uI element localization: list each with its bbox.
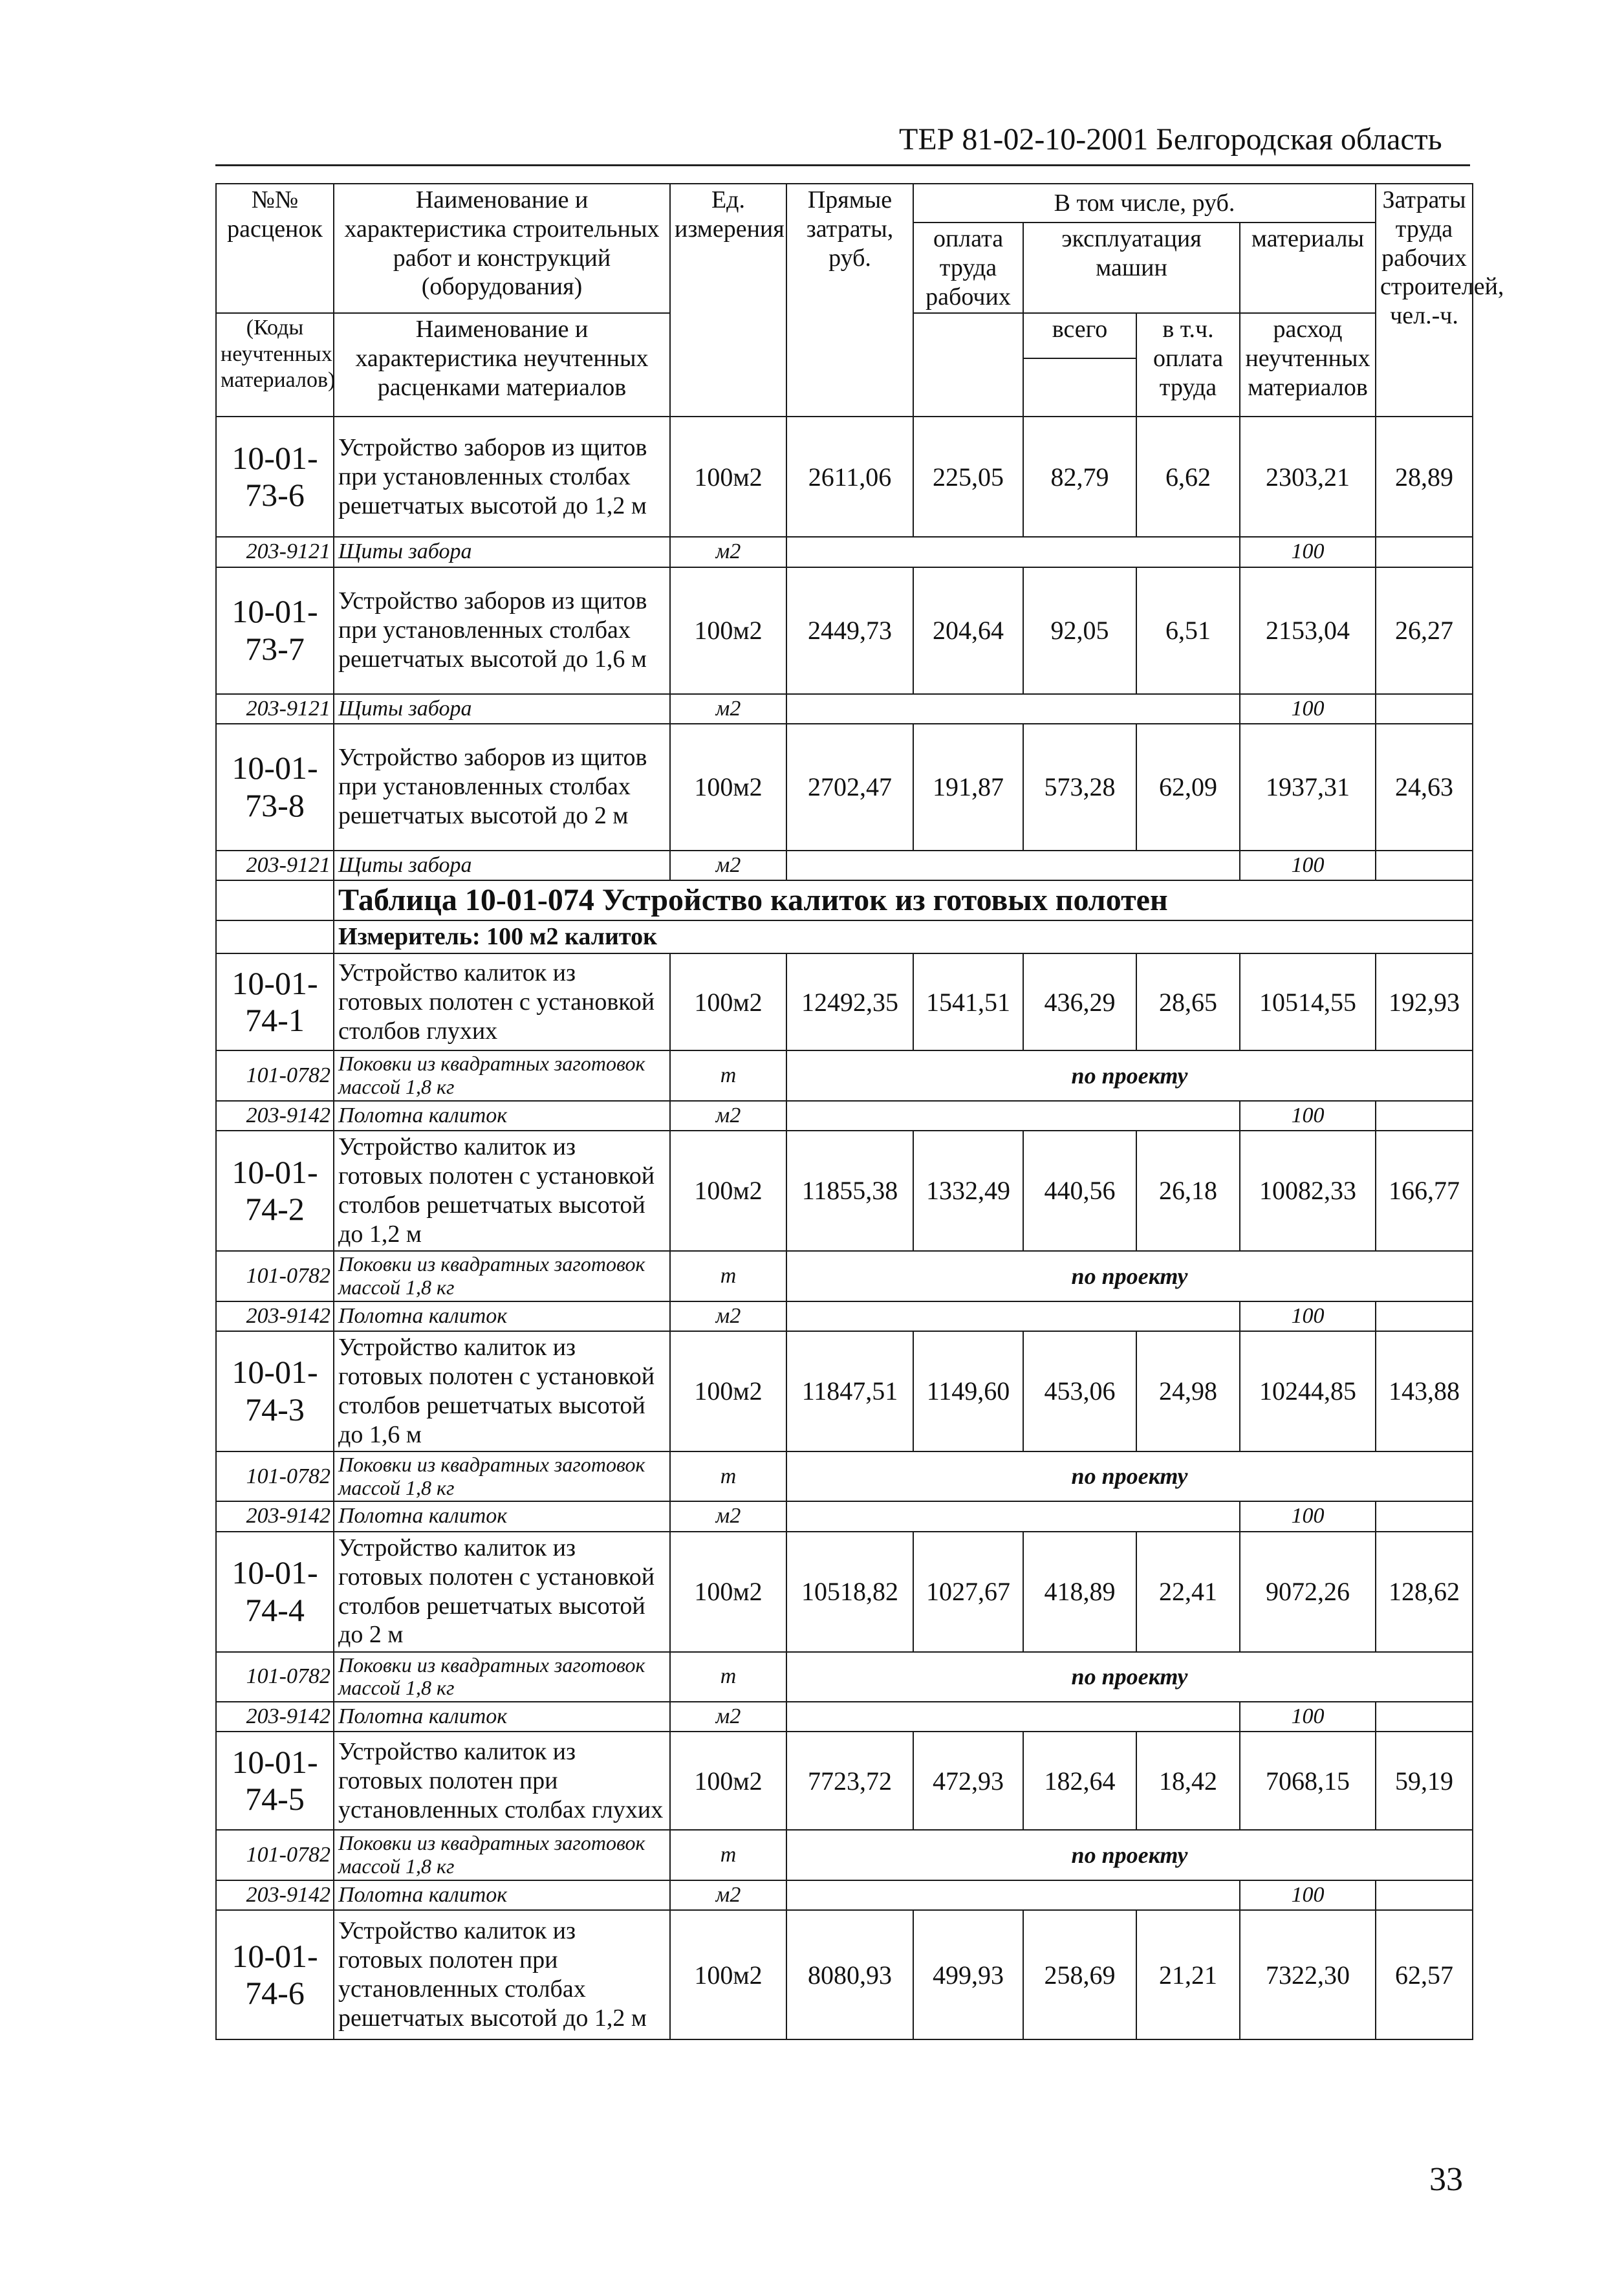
col-header-labor-pay: оплата труда рабочих [913,223,1023,313]
unit: 100м2 [670,724,786,851]
rate-code: 10-01-74-4 [216,1532,334,1652]
col-header-including: В том числе, руб. [913,184,1376,223]
material-qty: по проекту [786,1050,1473,1101]
labor-cost: 166,77 [1376,1131,1473,1251]
unit: 100м2 [670,1131,786,1251]
material-unit: т [670,1830,786,1880]
table-row [216,1251,1473,1301]
work-name: Устройство калиток из готовых полотен с установкой столбов решетчатых высотой до 2 м [334,1532,670,1652]
col-header-direct: Прямые затраты, руб. [786,184,913,417]
direct-cost: 11855,38 [786,1131,913,1251]
table-row [216,1331,1473,1451]
material-name: Полотна калиток [334,1301,670,1331]
material-qty: 100 [1240,694,1376,724]
rate-code: 10-01-74-5 [216,1732,334,1830]
direct-cost: 2611,06 [786,417,913,537]
empty-cell [786,694,1240,724]
table-row [216,1101,1473,1131]
material-unit: т [670,1050,786,1101]
work-name: Устройство калиток из готовых полотен с установкой столбов глухих [334,953,670,1050]
material-unit: т [670,1251,786,1301]
material-code: 203-9142 [216,1301,334,1331]
col-header-machines-total-cont [1023,358,1136,417]
material-unit: т [670,1451,786,1502]
material-unit: м2 [670,694,786,724]
machines-pay: 26,18 [1136,1131,1240,1251]
empty-cell [216,920,334,953]
materials-cost: 10082,33 [1240,1131,1376,1251]
col-header-name: Наименование и характеристика строительных работ и конструкций (оборудования) [334,184,670,313]
machines-pay: 21,21 [1136,1910,1240,2039]
work-name: Устройство заборов из щитов при установленных столбах решетчатых высотой до 1,2 м [334,417,670,537]
material-code: 203-9142 [216,1101,334,1131]
table-row [216,1910,1473,2039]
material-code: 203-9121 [216,851,334,880]
col-header-machines-total: всего [1023,313,1136,358]
material-code: 101-0782 [216,1251,334,1301]
labor-cost: 26,27 [1376,567,1473,694]
machines-total: 440,56 [1023,1131,1136,1251]
labor-pay: 1541,51 [913,953,1023,1050]
materials-cost: 9072,26 [1240,1532,1376,1652]
material-code: 101-0782 [216,1451,334,1502]
machines-pay: 6,51 [1136,567,1240,694]
machines-pay: 18,42 [1136,1732,1240,1830]
col-header-code-alt: (Коды неучтенных материалов) [216,313,334,417]
rate-code: 10-01-74-2 [216,1131,334,1251]
material-unit: м2 [670,851,786,880]
machines-pay: 62,09 [1136,724,1240,851]
table-row [216,1880,1473,1910]
labor-cost: 28,89 [1376,417,1473,537]
material-qty: 100 [1240,851,1376,880]
material-name: Поковки из квадратных заготовок массой 1,8 кг [334,1652,670,1702]
rates-table [215,183,1504,2040]
labor-cost: 192,93 [1376,953,1473,1050]
machines-total: 453,06 [1023,1331,1136,1451]
table-title: Таблица 10-01-074 Устройство калиток из готовых полотен [334,880,1473,921]
material-code: 101-0782 [216,1652,334,1702]
labor-pay: 1027,67 [913,1532,1023,1652]
labor-pay: 1332,49 [913,1131,1023,1251]
material-name: Поковки из квадратных заготовок массой 1,8 кг [334,1830,670,1880]
material-qty: 100 [1240,1101,1376,1131]
empty-cell [1376,1101,1473,1131]
material-unit: м2 [670,1501,786,1531]
direct-cost: 11847,51 [786,1331,913,1451]
machines-pay: 24,98 [1136,1331,1240,1451]
work-name: Устройство заборов из щитов при установленных столбах решетчатых высотой до 2 м [334,724,670,851]
document-header: ТЕР 81-02-10-2001 Белгородская область [899,122,1442,157]
empty-cell [216,880,334,921]
material-code: 203-9142 [216,1501,334,1531]
material-qty: по проекту [786,1830,1473,1880]
material-name: Поковки из квадратных заготовок массой 1,8 кг [334,1050,670,1101]
empty-cell [1376,1880,1473,1910]
material-name: Полотна калиток [334,1702,670,1732]
materials-cost: 10244,85 [1240,1331,1376,1451]
material-code: 203-9121 [216,694,334,724]
material-qty: по проекту [786,1451,1473,1502]
header-rule [215,164,1470,166]
material-name: Щиты забора [334,694,670,724]
materials-cost: 7068,15 [1240,1732,1376,1830]
machines-total: 92,05 [1023,567,1136,694]
machines-pay: 22,41 [1136,1532,1240,1652]
table-row [216,1451,1473,1502]
table-row [216,1301,1473,1331]
table-row [216,1702,1473,1732]
material-name: Полотна калиток [334,1880,670,1910]
materials-cost: 7322,30 [1240,1910,1376,2039]
material-qty: 100 [1240,1501,1376,1531]
material-unit: м2 [670,1101,786,1131]
table-row [216,694,1473,724]
labor-pay: 1149,60 [913,1331,1023,1451]
material-name: Полотна калиток [334,1101,670,1131]
material-qty: по проекту [786,1652,1473,1702]
table-row [216,1501,1473,1531]
table-row [216,417,1473,537]
unit: 100м2 [670,567,786,694]
unit: 100м2 [670,1910,786,2039]
machines-total: 82,79 [1023,417,1136,537]
materials-cost: 2303,21 [1240,417,1376,537]
col-header-labor: Затраты труда рабочих строителей, чел.-ч. [1376,184,1473,417]
material-unit: м2 [670,1301,786,1331]
labor-pay: 204,64 [913,567,1023,694]
machines-total: 418,89 [1023,1532,1136,1652]
work-name: Устройство заборов из щитов при установленных столбах решетчатых высотой до 1,6 м [334,567,670,694]
rate-code: 10-01-74-1 [216,953,334,1050]
table-row [216,567,1473,694]
table-row [216,1050,1473,1101]
machines-total: 258,69 [1023,1910,1136,2039]
direct-cost: 7723,72 [786,1732,913,1830]
table-row [216,851,1473,880]
material-name: Полотна калиток [334,1501,670,1531]
table-row [216,953,1473,1050]
unit: 100м2 [670,1732,786,1830]
work-name: Устройство калиток из готовых полотен с установкой столбов решетчатых высотой до 1,2 м [334,1131,670,1251]
machines-total: 436,29 [1023,953,1136,1050]
materials-cost: 2153,04 [1240,567,1376,694]
material-code: 203-9142 [216,1880,334,1910]
material-code: 203-9142 [216,1702,334,1732]
labor-cost: 128,62 [1376,1532,1473,1652]
unit: 100м2 [670,417,786,537]
empty-cell [1376,537,1473,567]
labor-cost: 143,88 [1376,1331,1473,1451]
rate-code: 10-01-74-3 [216,1331,334,1451]
table-row [216,880,1473,921]
material-unit: т [670,1652,786,1702]
empty-cell [1376,1702,1473,1732]
machines-pay: 28,65 [1136,953,1240,1050]
work-name: Устройство калиток из готовых полотен с установкой столбов решетчатых высотой до 1,6 м [334,1331,670,1451]
material-qty: 100 [1240,537,1376,567]
table-row [216,1830,1473,1880]
labor-pay: 225,05 [913,417,1023,537]
rate-code: 10-01-73-8 [216,724,334,851]
page-number: 33 [1429,2161,1463,2198]
material-qty: 100 [1240,1702,1376,1732]
direct-cost: 10518,82 [786,1532,913,1652]
table-row [216,1131,1473,1251]
rate-code: 10-01-73-7 [216,567,334,694]
empty-cell [786,1702,1240,1732]
empty-cell [1376,1501,1473,1531]
material-qty: 100 [1240,1880,1376,1910]
empty-cell [1376,1301,1473,1331]
empty-cell [786,1880,1240,1910]
machines-pay: 6,62 [1136,417,1240,537]
col-header-code: №№ расценок [216,184,334,313]
labor-cost: 62,57 [1376,1910,1473,2039]
unit: 100м2 [670,1331,786,1451]
empty-cell [786,851,1240,880]
work-name: Устройство калиток из готовых полотен при установленных столбах решетчатых высотой до 1,2 м [334,1910,670,2039]
col-header-labor-pay-cont [913,313,1023,417]
table-row [216,920,1473,953]
machines-total: 182,64 [1023,1732,1136,1830]
col-header-machines-pay: в т.ч. оплата труда [1136,313,1240,417]
material-unit: м2 [670,537,786,567]
direct-cost: 8080,93 [786,1910,913,2039]
labor-cost: 24,63 [1376,724,1473,851]
labor-pay: 499,93 [913,1910,1023,2039]
empty-cell [786,1501,1240,1531]
table-row [216,1532,1473,1652]
unit: 100м2 [670,1532,786,1652]
rate-code: 10-01-73-6 [216,417,334,537]
labor-cost: 59,19 [1376,1732,1473,1830]
material-unit: м2 [670,1702,786,1732]
empty-cell [1376,851,1473,880]
material-name: Поковки из квадратных заготовок массой 1,8 кг [334,1451,670,1502]
materials-cost: 10514,55 [1240,953,1376,1050]
work-name: Устройство калиток из готовых полотен при установленных столбах глухих [334,1732,670,1830]
table-meter: Измеритель: 100 м2 калиток [334,920,1473,953]
col-header-materials: материалы [1240,223,1376,313]
col-header-machines: эксплуатация машин [1023,223,1240,313]
material-name: Щиты забора [334,851,670,880]
unit: 100м2 [670,953,786,1050]
material-code: 101-0782 [216,1830,334,1880]
empty-cell [786,537,1240,567]
table-row [216,537,1473,567]
material-code: 101-0782 [216,1050,334,1101]
material-name: Щиты забора [334,537,670,567]
table-row [216,1732,1473,1830]
material-qty: по проекту [786,1251,1473,1301]
table-row [216,1652,1473,1702]
col-header-unit: Ед. измерения [670,184,786,417]
direct-cost: 2449,73 [786,567,913,694]
col-header-name-alt: Наименование и характеристика неучтенных расценками материалов [334,313,670,417]
materials-cost: 1937,31 [1240,724,1376,851]
material-code: 203-9121 [216,537,334,567]
col-header-materials-alt: расход неучтенных материалов [1240,313,1376,417]
labor-pay: 472,93 [913,1732,1023,1830]
table-row [216,724,1473,851]
empty-cell [1376,694,1473,724]
machines-total: 573,28 [1023,724,1136,851]
direct-cost: 2702,47 [786,724,913,851]
material-name: Поковки из квадратных заготовок массой 1,8 кг [334,1251,670,1301]
material-qty: 100 [1240,1301,1376,1331]
labor-pay: 191,87 [913,724,1023,851]
empty-cell [786,1101,1240,1131]
direct-cost: 12492,35 [786,953,913,1050]
empty-cell [786,1301,1240,1331]
rate-code: 10-01-74-6 [216,1910,334,2039]
material-unit: м2 [670,1880,786,1910]
